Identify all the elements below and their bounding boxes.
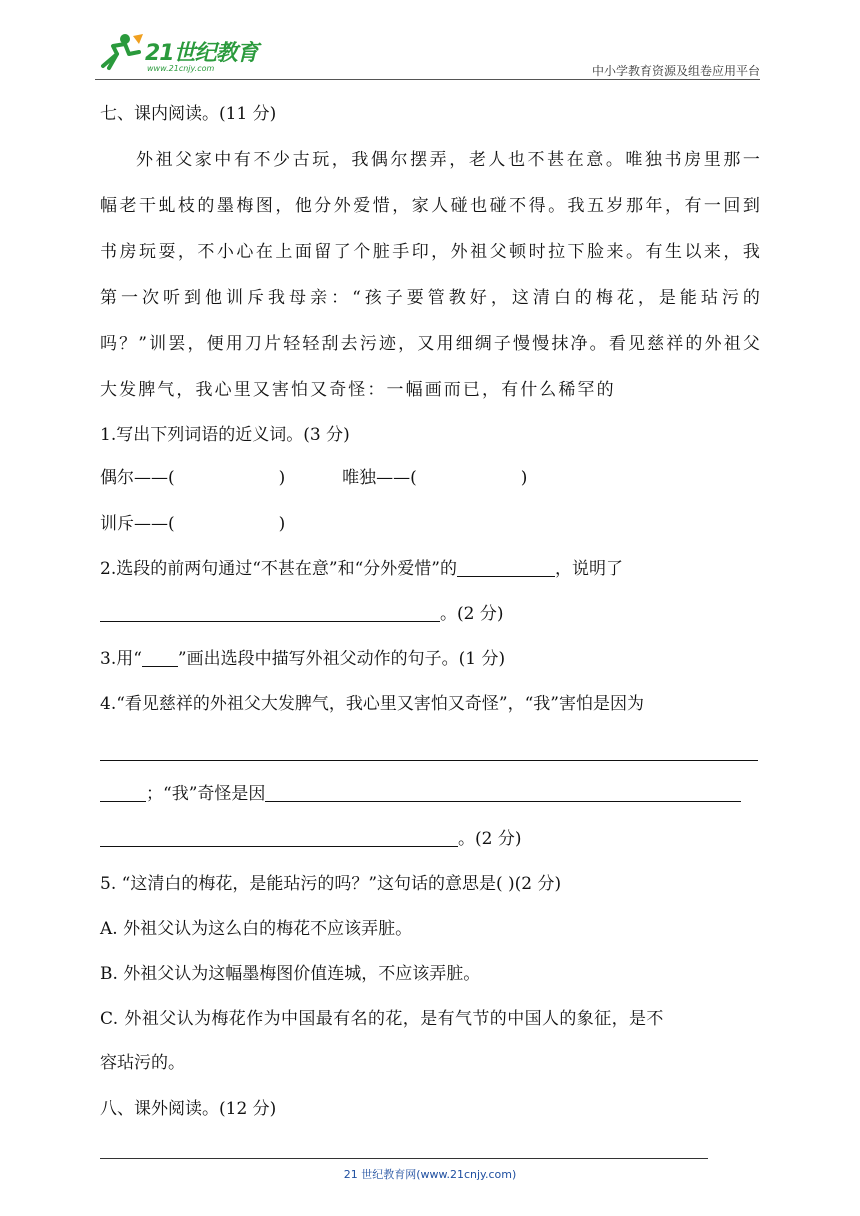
logo-url: www.21cnjy.com xyxy=(147,64,215,73)
section-8-title: 八、课外阅读。(12 分) xyxy=(100,1099,277,1119)
site-logo xyxy=(95,28,265,74)
q5-stem: 5. “这清白的梅花，是能玷污的吗？”这句话的意思是( )(2 分) xyxy=(100,874,562,894)
footer-divider xyxy=(100,1158,708,1159)
logo-text: 21世纪教育 xyxy=(145,41,258,66)
q1-row1: 偶尔——( ) 唯独——( ) xyxy=(100,468,528,488)
page-header xyxy=(95,28,760,80)
header-divider xyxy=(95,79,760,80)
q1-word-xunchi: 训斥——( xyxy=(100,514,175,534)
footer-link[interactable]: 21 世纪教育网(www.21cnjy.com) xyxy=(343,1168,517,1181)
q4-stem: 4.“看见慈祥的外祖父大发脾气，我心里又害怕又奇怪”，“我”害怕是因为 xyxy=(100,694,644,714)
q4-blank-3[interactable] xyxy=(100,828,458,847)
q2-blank-1[interactable] xyxy=(457,558,555,577)
q1-row2: 训斥——( ) xyxy=(100,514,286,534)
q1-word-weidu: 唯独——( xyxy=(342,468,417,488)
q2-stem: 2.选段的前两句通过“不甚在意”和“分外爱惜”的 ，说明了 xyxy=(100,559,623,579)
reading-passage xyxy=(100,137,762,413)
q4-blank-2[interactable] xyxy=(265,783,741,802)
q1-stem: 1.写出下列词语的近义词。(3 分) xyxy=(100,425,350,445)
q5-option-a[interactable]: A. 外祖父认为这么白的梅花不应该弄脏。 xyxy=(100,919,413,939)
passage-text: 外祖父家中有不少古玩，我偶尔摆弄，老人也不甚在意。唯独书房里那一幅老干虬枝的墨梅图，他分外爱惜，家人碰也碰不得。我五岁那年，有一回到书房玩耍，不小心在上面留了个脏手印，外祖父顿时拉下脸来。有生以来，我第一次听到他训斥我母亲：“孩子要管教好，这清白的梅花，是能玷污的吗？”训罢，便用刀片轻轻刮去污迹，又用细绸子慢慢抹净。看见慈祥的外祖父大发脾气，我心里又害怕又奇怪：一幅画而已，有什么稀罕的 xyxy=(100,150,762,400)
q4-answer-line-1[interactable] xyxy=(100,760,758,761)
q2-answer-line: 。(2 分) xyxy=(100,603,765,625)
q4-row2: ；“我”奇怪是因 xyxy=(100,783,765,805)
q5-option-c-line2: 容玷污的。 xyxy=(100,1053,185,1073)
q4-blank-1[interactable] xyxy=(100,783,146,802)
q1-word-ouer: 偶尔——( xyxy=(100,468,175,488)
q5-option-b[interactable]: B. 外祖父认为这幅墨梅图价值连城，不应该弄脏。 xyxy=(100,964,481,984)
q3-underline-sample xyxy=(142,648,178,667)
q3-stem: 3.用“ ”画出选段中描写外祖父动作的句子。(1 分) xyxy=(100,649,506,669)
runner-logo-icon xyxy=(95,32,145,72)
q4-row3: 。(2 分) xyxy=(100,828,765,850)
q2-blank-2[interactable] xyxy=(100,603,440,622)
section-7-title: 七、课内阅读。(11 分) xyxy=(100,104,277,124)
q5-option-c-line1[interactable]: C. 外祖父认为梅花作为中国最有名的花，是有气节的中国人的象征，是不 xyxy=(100,1009,664,1029)
platform-label: 中小学教育资源及组卷应用平台 xyxy=(591,64,760,78)
